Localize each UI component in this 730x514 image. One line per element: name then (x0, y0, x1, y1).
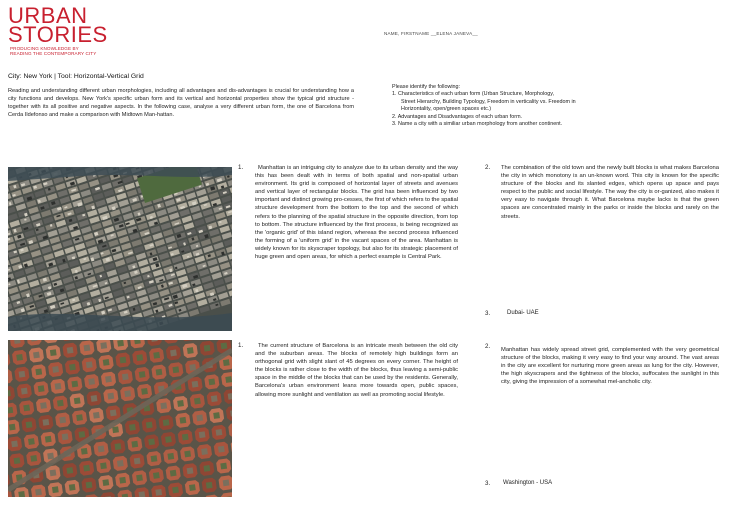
question-1-line-b: Street Hierarchy, Building Typology, Freedom in verticality vs. Freedom in (401, 98, 576, 105)
section-number-city2: 3. (485, 480, 491, 487)
new-york-aerial-image (8, 167, 232, 331)
similar-city-washington: Washington - USA (503, 480, 553, 486)
barcelona-description: The current structure of Barcelona is an intricate mesh between the old city and the suburban areas. The blocks of remotely high buildings form an orthogonal grid with slight slant of 45 degrees on every corner. The height of the blocks is rather close to the width of the blocks, thus leaving a semi-public space in the middle of the blocks that can be used by the residents. Generally, Barcelona's urban environment leans more towards open, public spaces, allowing more sunlight and ventilation as well as promoting social lifestyle. (255, 343, 458, 398)
barcelona-aerial-photo (8, 340, 232, 497)
section-number-right1: 2. (485, 164, 491, 171)
name-field: NAME, FIRSTNAME __ELENA JANEVA__ (384, 31, 478, 36)
question-1-line-a: 1. Characteristics of each urban form (Urban Structure, Morphology, (392, 91, 554, 98)
section-number-right2: 2. (485, 343, 491, 350)
city-tool-heading: City: New York | Tool: Horizontal-Vertical Grid (8, 73, 144, 80)
logo-subtitle-line1: PRODUCING KNOWLEDGE BY (10, 46, 79, 51)
similar-city-dubai: Dubai- UAE (507, 310, 539, 316)
section-number-bcn: 1. (238, 342, 244, 349)
barcelona-advantages: The combination of the old town and the newly built blocks is what makes Barcelona the city in which monotony is an un-known word. This city is known for the specific structure of the blocks and its slanted edges, which opens up space and pays respect to the public and social lifestyle. The way the city is or-ganized, also makes it very easy to navigate through it. What Barcelona maybe lacks is that the green spaces are concentrated mainly in the parks or inside the blocks and rarely on the streets. (501, 165, 719, 220)
manhattan-advantages: Manhattan has widely spread street grid, complemented with the very geometrical structure of the blocks, making it very easy to find your way around. The vast areas in the city are excellent for nurturing more green areas as lung for the city. However, the high skyscrapers and the tightness of the blocks, suffocates the sunlight in this city, giving the impression of a somewhat mel-ancholic city. (501, 347, 719, 386)
question-3: 3. Name a city with a similiar urban morphology from another continent. (392, 121, 563, 128)
logo-line-urban: URBAN (8, 3, 88, 28)
questions-list (392, 84, 662, 128)
new-york-aerial-photo (8, 167, 232, 331)
new-york-description: Manhattan is an intriguing city to analyze due to its urban density and the way this has been dealt with in terms of both spatial and non-spatial urban environment. Its grid is composed of horizontal layer of streets and avenues and vertical layer of rectangular blocks. The grid has been influenced by two important and distinct growing pro-cesses, the first of which refers to the spatial structure development from the bottom to the top and the second of which refers to the planning of the spatial structure in the opposite direction, from top to bottom. The structure influenced by the first process, is being recognized as the 'organic grid' of this island region, whereas the second process influenced the forming of a 'uniform grid' in the vacant spaces of the area. Manhattan is widely known for its skyscraper topology, but also for its strategic placement of huge green and open areas, for which a perfect example is Central Park. (255, 165, 458, 261)
section-number-ny: 1. (238, 164, 244, 171)
question-2: 2. Advantages and Disadvantages of each urban form. (392, 113, 523, 120)
questions-items (392, 91, 662, 128)
logo-line-stories: STORIES (8, 22, 108, 47)
logo-subtitle (10, 46, 96, 57)
intro-paragraph: Reading and understanding different urban morphologies, including all advantages and dis-advantages is crucial for understanding how a city functions and develops. New York's specific urban form and its vertical and horizontal properties show the typical grid structure - together with its all positive and negative aspects. In the following case, analyse a very different urban form, the one of Barcelona from Cerda Ildefonso and make a comparison with Midtown Man-hattan. (8, 88, 354, 118)
barcelona-aerial-image (8, 340, 232, 497)
question-1-line-c: Horizontality, open/green spaces etc.) (401, 106, 492, 113)
logo-title (8, 3, 108, 47)
section-number-city1: 3. (485, 310, 491, 317)
questions-heading: Please identify the following: (392, 84, 461, 90)
logo-subtitle-line2: READING THE CONTEMPORARY CITY (10, 51, 97, 57)
